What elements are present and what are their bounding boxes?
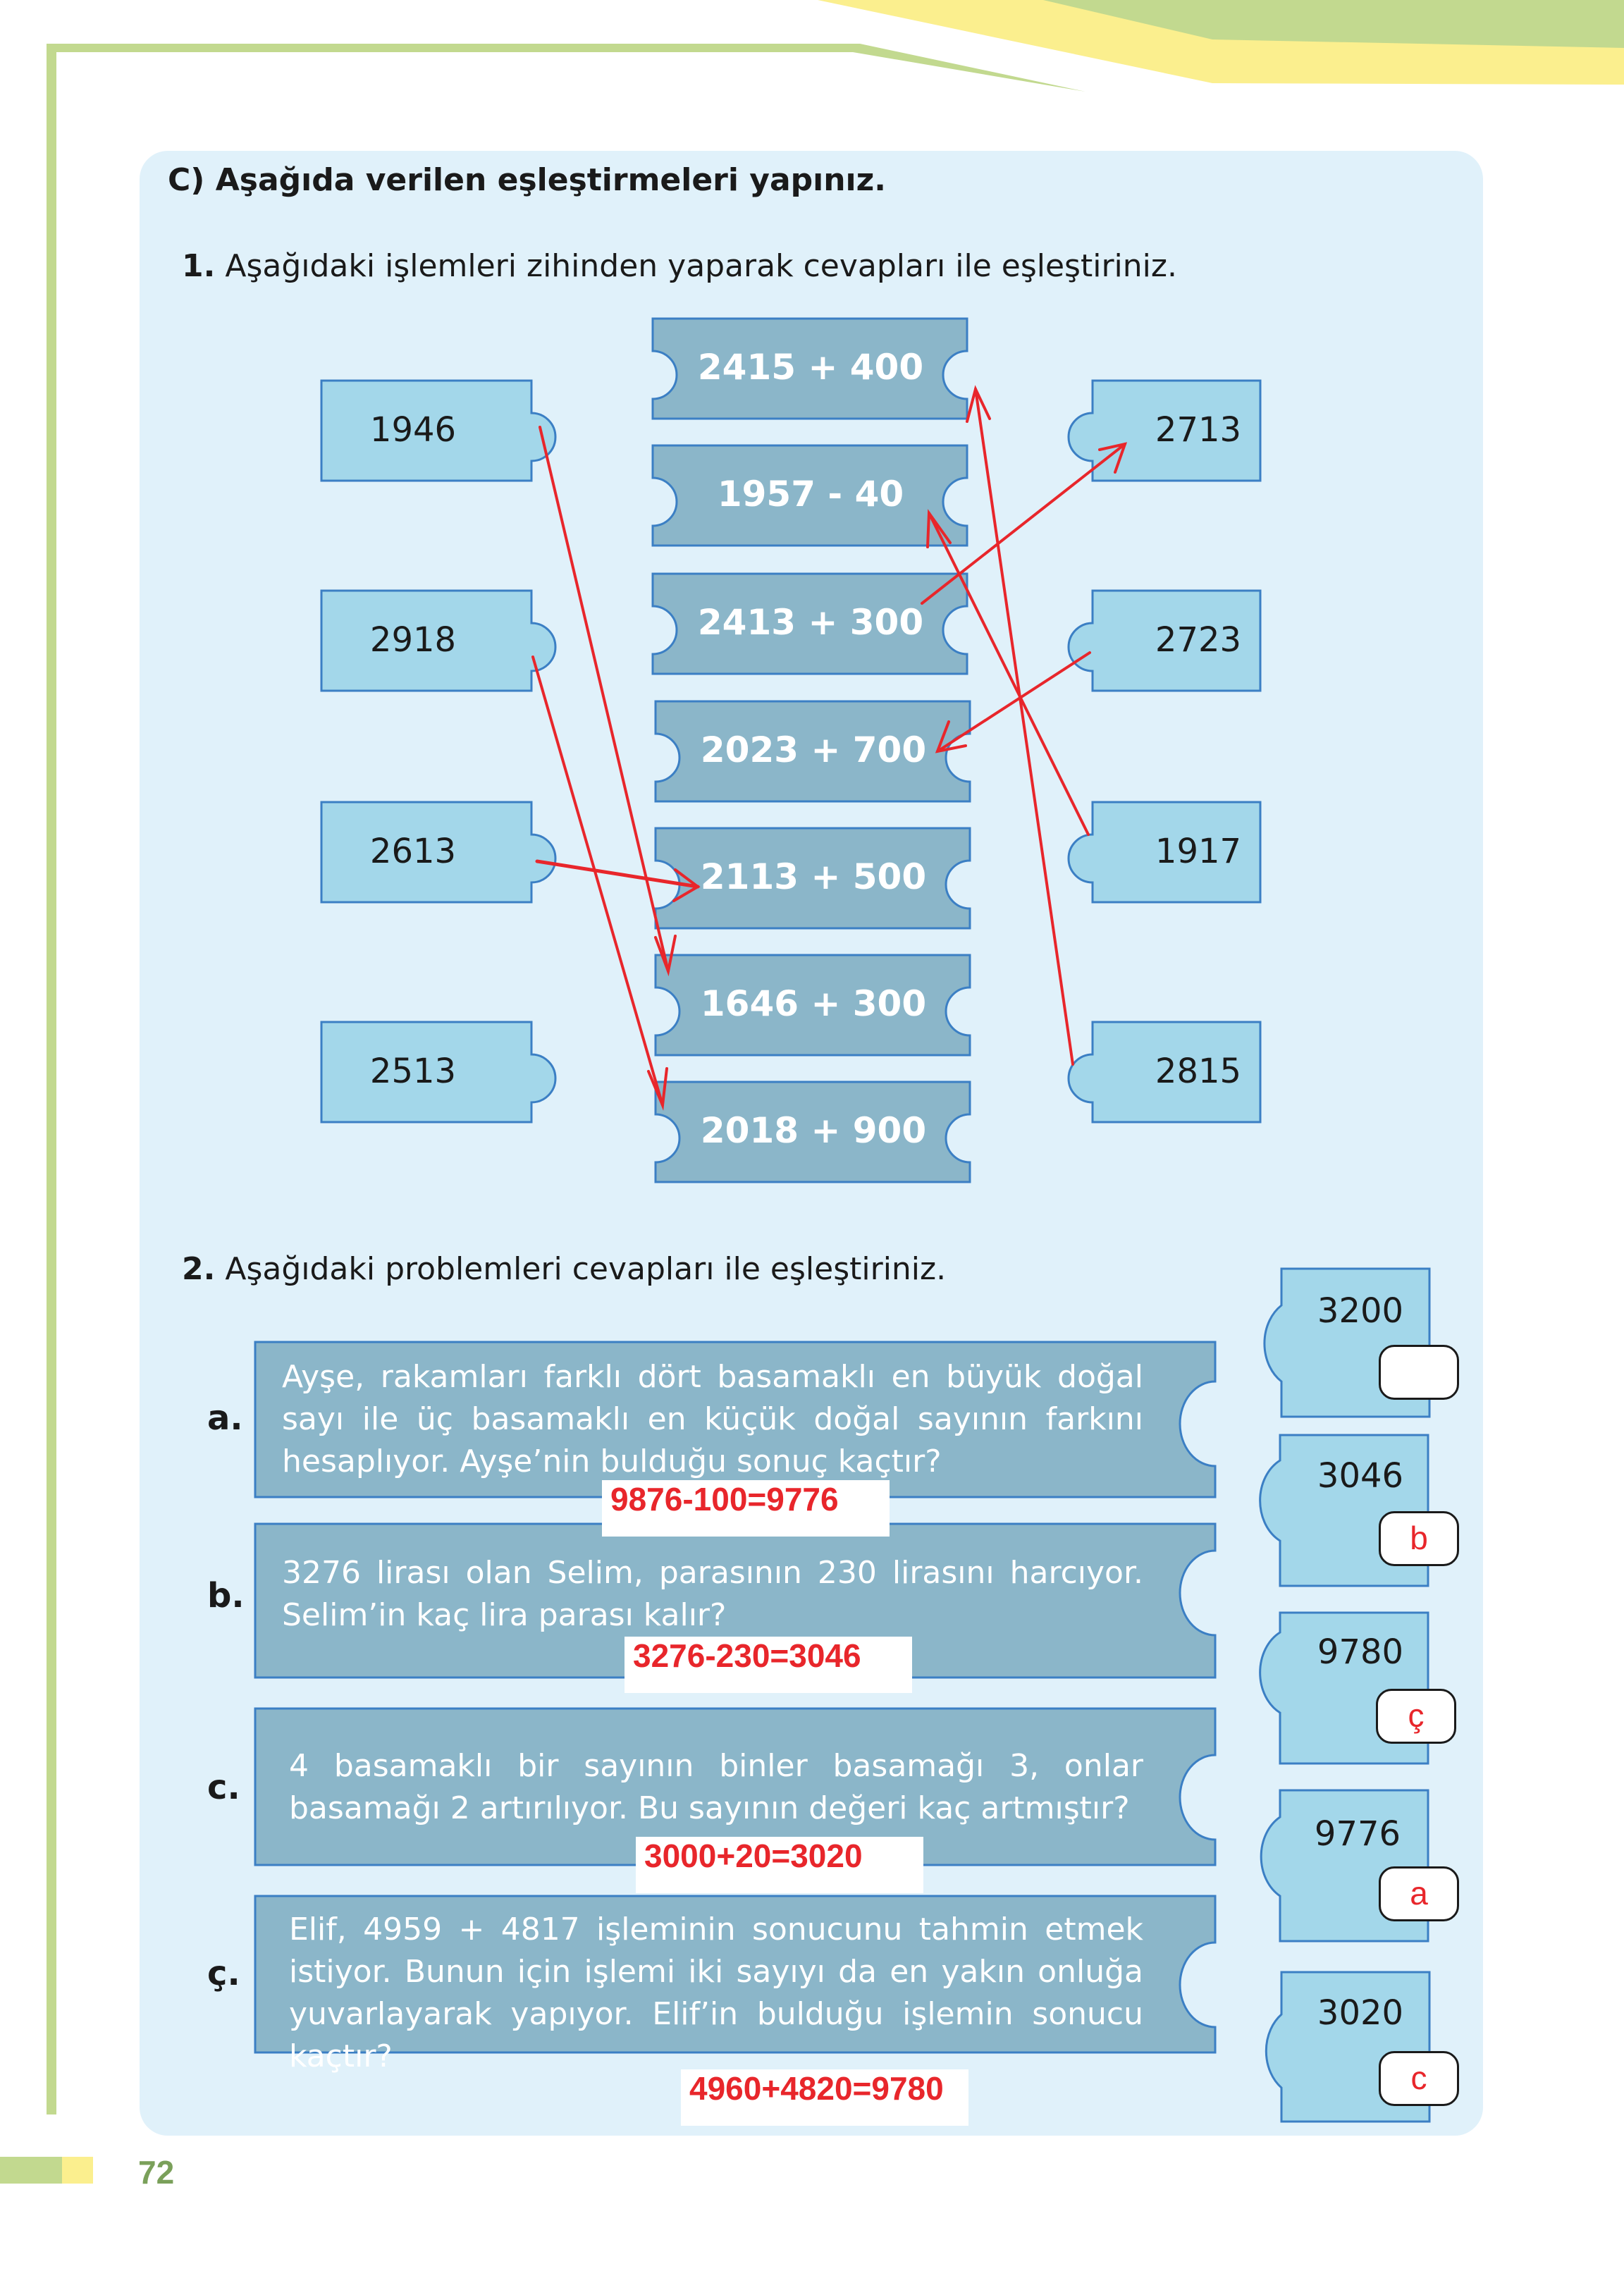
left-number-1946[interactable]: 1946 — [369, 410, 457, 450]
question2-number: 2. — [182, 1251, 216, 1287]
right-number-2815[interactable]: 2815 — [1155, 1052, 1242, 1091]
operation-2413-plus-300[interactable]: 2413 + 300 — [697, 602, 924, 643]
answer-slot-9776[interactable]: a — [1379, 1866, 1459, 1921]
question2-title: Aşağıdaki problemleri cevapları ile eşleştiriniz. — [225, 1251, 947, 1287]
left-number-2918[interactable]: 2918 — [369, 620, 457, 660]
answer-slot-9780[interactable]: ç — [1376, 1689, 1456, 1744]
problem-text-a: Ayşe, rakamları farklı dört basamaklı en büyük doğal sayı ile üç basamaklı en küçük doğal sayının farkını hesaplıyor. Ayşe’nin bulduğu sonuç kaçtır? — [282, 1359, 1143, 1479]
left-number-2513[interactable]: 2513 — [369, 1052, 457, 1091]
problem-letter-cedilla: ç. — [207, 1954, 240, 1993]
answer-value-9780: 9780 — [1317, 1632, 1404, 1672]
handwritten-answer-cedilla: 4960+4820=9780 — [681, 2069, 968, 2126]
arrow-2723-to-2023-plus-700 — [937, 653, 1090, 751]
operation-2023-plus-700[interactable]: 2023 + 700 — [700, 730, 927, 770]
arrow-2413-plus-300-to-2713 — [922, 444, 1125, 603]
arrow-2613-to-2113-plus-500 — [537, 861, 698, 887]
arrow-1917-to-1957-minus-40 — [929, 513, 1088, 835]
answer-value-3200: 3200 — [1317, 1291, 1404, 1331]
problem-text-cedilla: Elif, 4959 + 4817 işleminin sonucunu tahmin etmek istiyor. Bunun için işlemi iki sayıyı da en yakın onluğa yuvarlayarak yapıyor. Elif’in bulduğu işlemin sonucu kaçtır? — [289, 1912, 1143, 2074]
operation-1957-minus-40[interactable]: 1957 - 40 — [717, 474, 904, 515]
operation-2415-plus-400[interactable]: 2415 + 400 — [697, 347, 924, 388]
right-number-1917[interactable]: 1917 — [1155, 832, 1242, 871]
question2-heading — [182, 1251, 946, 1287]
arrow-2815-to-2415-plus-400 — [976, 389, 1073, 1064]
right-number-2713[interactable]: 2713 — [1155, 410, 1242, 450]
answer-slot-3020[interactable]: c — [1379, 2051, 1459, 2106]
problem-letter-a: a. — [207, 1398, 243, 1438]
problem-text-b: 3276 lirası olan Selim, parasının 230 lirasını harcıyor. Selim’in kaç lira parası kalır? — [282, 1555, 1143, 1633]
arrow-1946-to-1646-plus-300 — [540, 427, 668, 971]
handwritten-answer-a: 9876-100=9776 — [602, 1480, 890, 1537]
arrow-2918-to-2018-plus-900 — [533, 657, 663, 1105]
operation-2018-plus-900[interactable]: 2018 + 900 — [700, 1110, 927, 1151]
page-number: 72 — [138, 2154, 175, 2191]
problem-letter-b: b. — [207, 1576, 245, 1615]
answer-value-3046: 3046 — [1317, 1456, 1404, 1496]
right-number-2723[interactable]: 2723 — [1155, 620, 1242, 660]
answer-value-3020: 3020 — [1317, 1993, 1404, 2033]
answer-value-9776: 9776 — [1314, 1814, 1401, 1854]
handwritten-answer-c: 3000+20=3020 — [636, 1837, 923, 1893]
left-number-2613[interactable]: 2613 — [369, 832, 457, 871]
answer-slot-3046[interactable]: b — [1379, 1511, 1459, 1566]
answer-slot-3200[interactable] — [1379, 1345, 1459, 1400]
question1-title: Aşağıdaki işlemleri zihinden yaparak cevapları ile eşleştiriniz. — [225, 248, 1177, 284]
question1-number: 1. — [182, 248, 216, 284]
problem-text-c: 4 basamaklı bir sayının binler basamağı 3, onlar basamağı 2 artırılıyor. Bu sayının değeri kaç artmıştır? — [289, 1748, 1143, 1826]
operation-2113-plus-500[interactable]: 2113 + 500 — [700, 856, 927, 897]
handwritten-answer-b: 3276-230=3046 — [625, 1637, 912, 1693]
problem-letter-c: c. — [207, 1768, 240, 1807]
section-title: C) Aşağıda verilen eşleştirmeleri yapınız. — [168, 162, 886, 198]
operation-1646-plus-300[interactable]: 1646 + 300 — [700, 983, 927, 1024]
